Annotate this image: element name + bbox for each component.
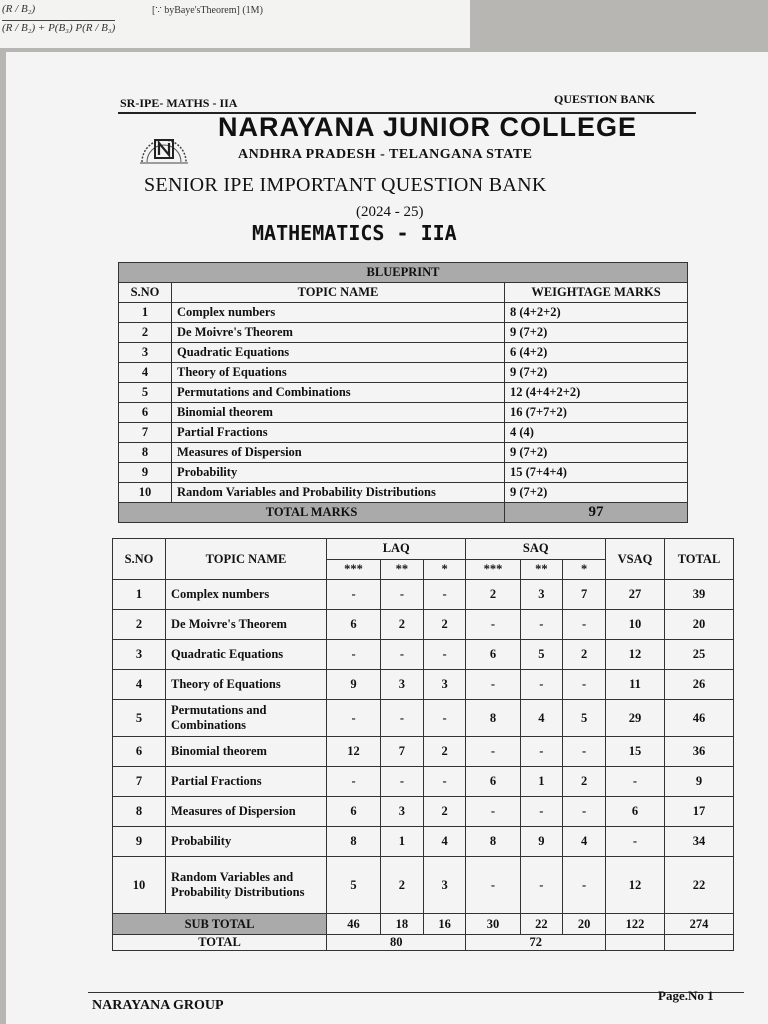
dist-total: 20: [665, 610, 734, 640]
blueprint-topic: Permutations and Combinations: [172, 383, 505, 403]
blueprint-row: [119, 343, 688, 363]
blueprint-row: [119, 403, 688, 423]
dist-header-total: TOTAL: [665, 539, 734, 580]
total-saq: 72: [466, 935, 606, 951]
dist-saq-1star: -: [563, 857, 606, 914]
header-course: SR-IPE- MATHS - IIA: [120, 96, 238, 110]
bg-formula-numerator: (R / B₂): [2, 3, 36, 15]
blueprint-sno: 7: [119, 423, 172, 443]
dist-topic: Partial Fractions: [166, 767, 327, 797]
dist-vsaq: 12: [606, 857, 665, 914]
distribution-row: [113, 827, 734, 857]
page-number: Page.No 1: [658, 988, 714, 1003]
blueprint-topic: Random Variables and Probability Distributions: [172, 483, 505, 503]
blueprint-weightage: 16 (7+7+2): [505, 403, 688, 423]
total-laq: 80: [327, 935, 466, 951]
dist-saq-3star: 2: [466, 580, 520, 610]
dist-saq-3star: -: [466, 797, 520, 827]
dist-saq-2star: -: [520, 670, 563, 700]
blueprint-sno: 5: [119, 383, 172, 403]
distribution-rows: [113, 580, 734, 914]
dist-saq-1star: -: [563, 670, 606, 700]
dist-laq-1star: 3: [423, 857, 466, 914]
blueprint-weightage: 4 (4): [505, 423, 688, 443]
bg-formula-denominator: (R / B₂) + P(B₃) P(R / B₃): [2, 22, 116, 34]
distribution-row: [113, 640, 734, 670]
blueprint-rows: [119, 303, 688, 503]
dist-laq-1star: 2: [423, 737, 466, 767]
blueprint-topic: Partial Fractions: [172, 423, 505, 443]
dist-total: 26: [665, 670, 734, 700]
dist-sno: 9: [113, 827, 166, 857]
blueprint-sno: 8: [119, 443, 172, 463]
blueprint-weightage: 9 (7+2): [505, 443, 688, 463]
dist-laq-3star: 6: [327, 797, 381, 827]
dist-topic: De Moivre's Theorem: [166, 610, 327, 640]
dist-total: 9: [665, 767, 734, 797]
blueprint-row: [119, 303, 688, 323]
dist-laq-1star: 2: [423, 610, 466, 640]
dist-topic: Complex numbers: [166, 580, 327, 610]
subtotal-label: SUB TOTAL: [113, 914, 327, 935]
dist-laq-1star: 4: [423, 827, 466, 857]
dist-saq-2star: -: [520, 797, 563, 827]
dist-total: 46: [665, 700, 734, 737]
dist-header-sno: S.NO: [113, 539, 166, 580]
header-doc-type: QUESTION BANK: [554, 92, 656, 106]
dist-vsaq: 12: [606, 640, 665, 670]
subject-title: MATHEMATICS - IIA: [252, 221, 457, 245]
blueprint-sno: 2: [119, 323, 172, 343]
dist-vsaq: -: [606, 767, 665, 797]
distribution-row: [113, 610, 734, 640]
dist-sno: 2: [113, 610, 166, 640]
blueprint-topic: Theory of Equations: [172, 363, 505, 383]
blueprint-title: BLUEPRINT: [119, 263, 688, 283]
college-name: NARAYANA JUNIOR COLLEGE: [218, 112, 638, 142]
dist-saq-3star: -: [466, 737, 520, 767]
subtotal-saq-2star: 22: [520, 914, 563, 935]
blueprint-row: [119, 363, 688, 383]
dist-topic: Permutations and Combinations: [166, 700, 327, 737]
bg-formula-note: [∵ byBaye'sTheorem] (1M): [152, 5, 263, 16]
distribution-row: [113, 580, 734, 610]
total-label: TOTAL: [113, 935, 327, 951]
blueprint-sno: 1: [119, 303, 172, 323]
dist-laq-2star: 3: [381, 670, 424, 700]
subtotal-laq-2star: 18: [381, 914, 424, 935]
dist-saq-3star: -: [466, 610, 520, 640]
dist-header-saq-2star: **: [520, 559, 563, 580]
dist-saq-1star: 2: [563, 640, 606, 670]
blueprint-sno: 6: [119, 403, 172, 423]
dist-laq-2star: 7: [381, 737, 424, 767]
dist-sno: 7: [113, 767, 166, 797]
dist-sno: 4: [113, 670, 166, 700]
blueprint-sno: 3: [119, 343, 172, 363]
dist-saq-1star: -: [563, 610, 606, 640]
dist-saq-2star: -: [520, 857, 563, 914]
dist-saq-1star: -: [563, 797, 606, 827]
dist-total: 34: [665, 827, 734, 857]
dist-saq-1star: 7: [563, 580, 606, 610]
blueprint-sno: 9: [119, 463, 172, 483]
dist-total: 22: [665, 857, 734, 914]
dist-saq-2star: 5: [520, 640, 563, 670]
dist-total: 39: [665, 580, 734, 610]
dist-saq-3star: 6: [466, 640, 520, 670]
blueprint-header-weightage: WEIGHTAGE MARKS: [505, 283, 688, 303]
dist-total: 36: [665, 737, 734, 767]
dist-sno: 8: [113, 797, 166, 827]
blueprint-row: [119, 323, 688, 343]
dist-vsaq: 10: [606, 610, 665, 640]
dist-laq-1star: 2: [423, 797, 466, 827]
footer-rule: [88, 992, 744, 993]
subtotal-saq-1star: 20: [563, 914, 606, 935]
dist-saq-1star: -: [563, 737, 606, 767]
dist-laq-2star: 1: [381, 827, 424, 857]
blueprint-total-label: TOTAL MARKS: [119, 503, 505, 523]
dist-laq-3star: -: [327, 700, 381, 737]
distribution-row: [113, 767, 734, 797]
dist-vsaq: 6: [606, 797, 665, 827]
dist-saq-2star: 3: [520, 580, 563, 610]
blueprint-header-topic: TOPIC NAME: [172, 283, 505, 303]
subtotal-row: [113, 914, 734, 935]
blueprint-topic: Complex numbers: [172, 303, 505, 323]
subtotal-laq-1star: 16: [423, 914, 466, 935]
blueprint-sno: 10: [119, 483, 172, 503]
dist-laq-3star: 6: [327, 610, 381, 640]
dist-topic: Random Variables and Probability Distributions: [166, 857, 327, 914]
distribution-row: [113, 670, 734, 700]
dist-saq-2star: 9: [520, 827, 563, 857]
dist-saq-1star: 2: [563, 767, 606, 797]
dist-saq-2star: -: [520, 737, 563, 767]
dist-saq-2star: -: [520, 610, 563, 640]
dist-laq-3star: -: [327, 640, 381, 670]
college-state: ANDHRA PRADESH - TELANGANA STATE: [238, 147, 533, 162]
subtotal-vsaq: 122: [606, 914, 665, 935]
dist-sno: 3: [113, 640, 166, 670]
blueprint-weightage: 9 (7+2): [505, 323, 688, 343]
dist-vsaq: 11: [606, 670, 665, 700]
dist-sno: 5: [113, 700, 166, 737]
dist-sno: 1: [113, 580, 166, 610]
distribution-row: [113, 797, 734, 827]
dist-laq-2star: -: [381, 640, 424, 670]
blueprint-topic: Probability: [172, 463, 505, 483]
blueprint-topic: Quadratic Equations: [172, 343, 505, 363]
dist-saq-1star: 4: [563, 827, 606, 857]
dist-header-saq: SAQ: [466, 539, 606, 560]
question-bank-page: [6, 52, 768, 1024]
dist-laq-2star: 2: [381, 857, 424, 914]
distribution-row: [113, 857, 734, 914]
background-page: [0, 0, 470, 48]
blueprint-weightage: 8 (4+2+2): [505, 303, 688, 323]
dist-laq-1star: -: [423, 580, 466, 610]
dist-laq-3star: 5: [327, 857, 381, 914]
dist-saq-2star: 1: [520, 767, 563, 797]
dist-saq-3star: -: [466, 857, 520, 914]
subtotal-total: 274: [665, 914, 734, 935]
blueprint-total-value: 97: [505, 503, 688, 523]
dist-topic: Binomial theorem: [166, 737, 327, 767]
blueprint-weightage: 15 (7+4+4): [505, 463, 688, 483]
dist-header-laq-1star: *: [423, 559, 466, 580]
dist-topic: Probability: [166, 827, 327, 857]
dist-laq-1star: -: [423, 700, 466, 737]
dist-header-laq-3star: ***: [327, 559, 381, 580]
subtotal-saq-3star: 30: [466, 914, 520, 935]
blueprint-header-sno: S.NO: [119, 283, 172, 303]
dist-saq-3star: 8: [466, 827, 520, 857]
dist-laq-3star: 9: [327, 670, 381, 700]
dist-header-laq: LAQ: [327, 539, 466, 560]
total-row: [113, 935, 734, 951]
blueprint-row: [119, 443, 688, 463]
dist-topic: Measures of Dispersion: [166, 797, 327, 827]
distribution-row: [113, 737, 734, 767]
dist-vsaq: 15: [606, 737, 665, 767]
dist-total: 25: [665, 640, 734, 670]
dist-sno: 10: [113, 857, 166, 914]
dist-laq-1star: -: [423, 640, 466, 670]
dist-laq-3star: 12: [327, 737, 381, 767]
dist-laq-2star: -: [381, 580, 424, 610]
blueprint-weightage: 9 (7+2): [505, 363, 688, 383]
college-logo-icon: [138, 122, 190, 166]
total-vsaq: [606, 935, 665, 951]
blueprint-topic: Measures of Dispersion: [172, 443, 505, 463]
dist-vsaq: 27: [606, 580, 665, 610]
blueprint-row: [119, 463, 688, 483]
footer-group-name: NARAYANA GROUP: [92, 998, 224, 1013]
dist-saq-3star: -: [466, 670, 520, 700]
total-total: [665, 935, 734, 951]
blueprint-weightage: 12 (4+4+2+2): [505, 383, 688, 403]
blueprint-row: [119, 423, 688, 443]
dist-header-saq-1star: *: [563, 559, 606, 580]
dist-topic: Quadratic Equations: [166, 640, 327, 670]
dist-total: 17: [665, 797, 734, 827]
dist-laq-3star: -: [327, 767, 381, 797]
blueprint-weightage: 6 (4+2): [505, 343, 688, 363]
dist-laq-1star: 3: [423, 670, 466, 700]
dist-header-laq-2star: **: [381, 559, 424, 580]
distribution-row: [113, 700, 734, 737]
blueprint-table: [118, 262, 688, 523]
marks-distribution-table: [112, 538, 734, 951]
blueprint-row: [119, 383, 688, 403]
dist-saq-3star: 8: [466, 700, 520, 737]
blueprint-topic: Binomial theorem: [172, 403, 505, 423]
dist-laq-2star: -: [381, 767, 424, 797]
dist-laq-3star: -: [327, 580, 381, 610]
blueprint-weightage: 9 (7+2): [505, 483, 688, 503]
dist-header-vsaq: VSAQ: [606, 539, 665, 580]
dist-vsaq: 29: [606, 700, 665, 737]
dist-saq-3star: 6: [466, 767, 520, 797]
dist-sno: 6: [113, 737, 166, 767]
dist-vsaq: -: [606, 827, 665, 857]
subtotal-laq-3star: 46: [327, 914, 381, 935]
blueprint-row: [119, 483, 688, 503]
dist-laq-1star: -: [423, 767, 466, 797]
dist-laq-2star: 3: [381, 797, 424, 827]
dist-topic: Theory of Equations: [166, 670, 327, 700]
dist-header-saq-3star: ***: [466, 559, 520, 580]
dist-laq-3star: 8: [327, 827, 381, 857]
dist-saq-1star: 5: [563, 700, 606, 737]
blueprint-sno: 4: [119, 363, 172, 383]
dist-header-topic: TOPIC NAME: [166, 539, 327, 580]
dist-saq-2star: 4: [520, 700, 563, 737]
academic-year: (2024 - 25): [356, 204, 424, 220]
blueprint-topic: De Moivre's Theorem: [172, 323, 505, 343]
document-title: SENIOR IPE IMPORTANT QUESTION BANK: [144, 174, 547, 196]
dist-laq-2star: -: [381, 700, 424, 737]
dist-laq-2star: 2: [381, 610, 424, 640]
